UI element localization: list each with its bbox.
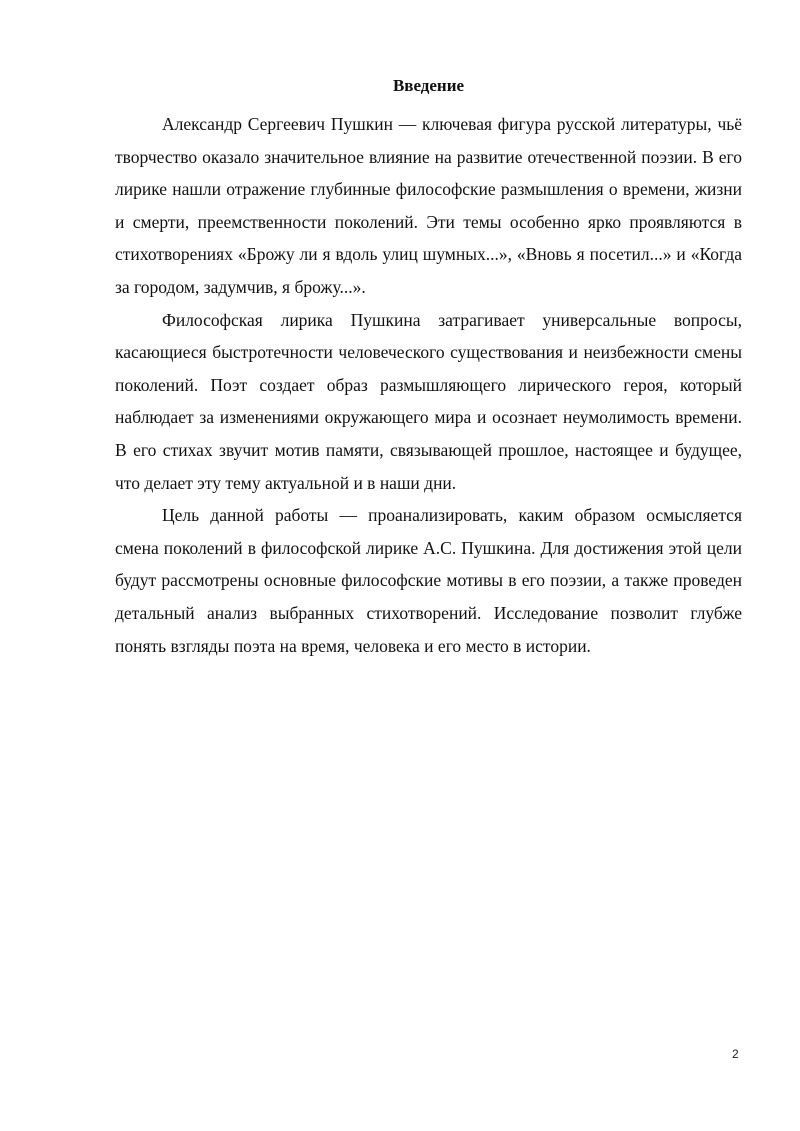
paragraph-goal: Цель данной работы — проанализировать, каким образом осмысляется смена поколений в философской лирике А.С. Пушкина. Для достижения этой цели будут рассмотрены основные философские мотивы в его поэзии, а также проведен детальный анализ выбранных стихотворений. Исследование позволит глубже понять взгляды поэта на время, человека и его место в истории. [115,505,742,656]
section-title: Введение [392,76,465,95]
paragraph-intro: Александр Сергеевич Пушкин — ключевая фигура русской литературы, чьё творчество оказало значительное влияние на развитие отечественной поэзии. В его лирике нашли отражение глубинные философские размышления о времени, жизни и смерти, преемственности поколений. Эти темы особенно ярко проявляются в стихотворениях «Брожу ли я вдоль улиц шумных...», «Вновь я посетил...» и «Когда за городом, задумчив, я брожу...». [115,114,742,297]
paragraph-philosophy: Философская лирика Пушкина затрагивает универсальные вопросы, касающиеся быстротечности человеческого существования и неизбежности смены поколений. Поэт создает образ размышляющего лирического героя, который наблюдает за изменениями окружающего мира и осознает неумолимость времени. В его стихах звучит мотив памяти, связывающей прошлое, настоящее и будущее, что делает эту тему актуальной и в наши дни. [115,309,742,493]
page-content [115,76,742,662]
page-number: 2 [732,1047,739,1061]
